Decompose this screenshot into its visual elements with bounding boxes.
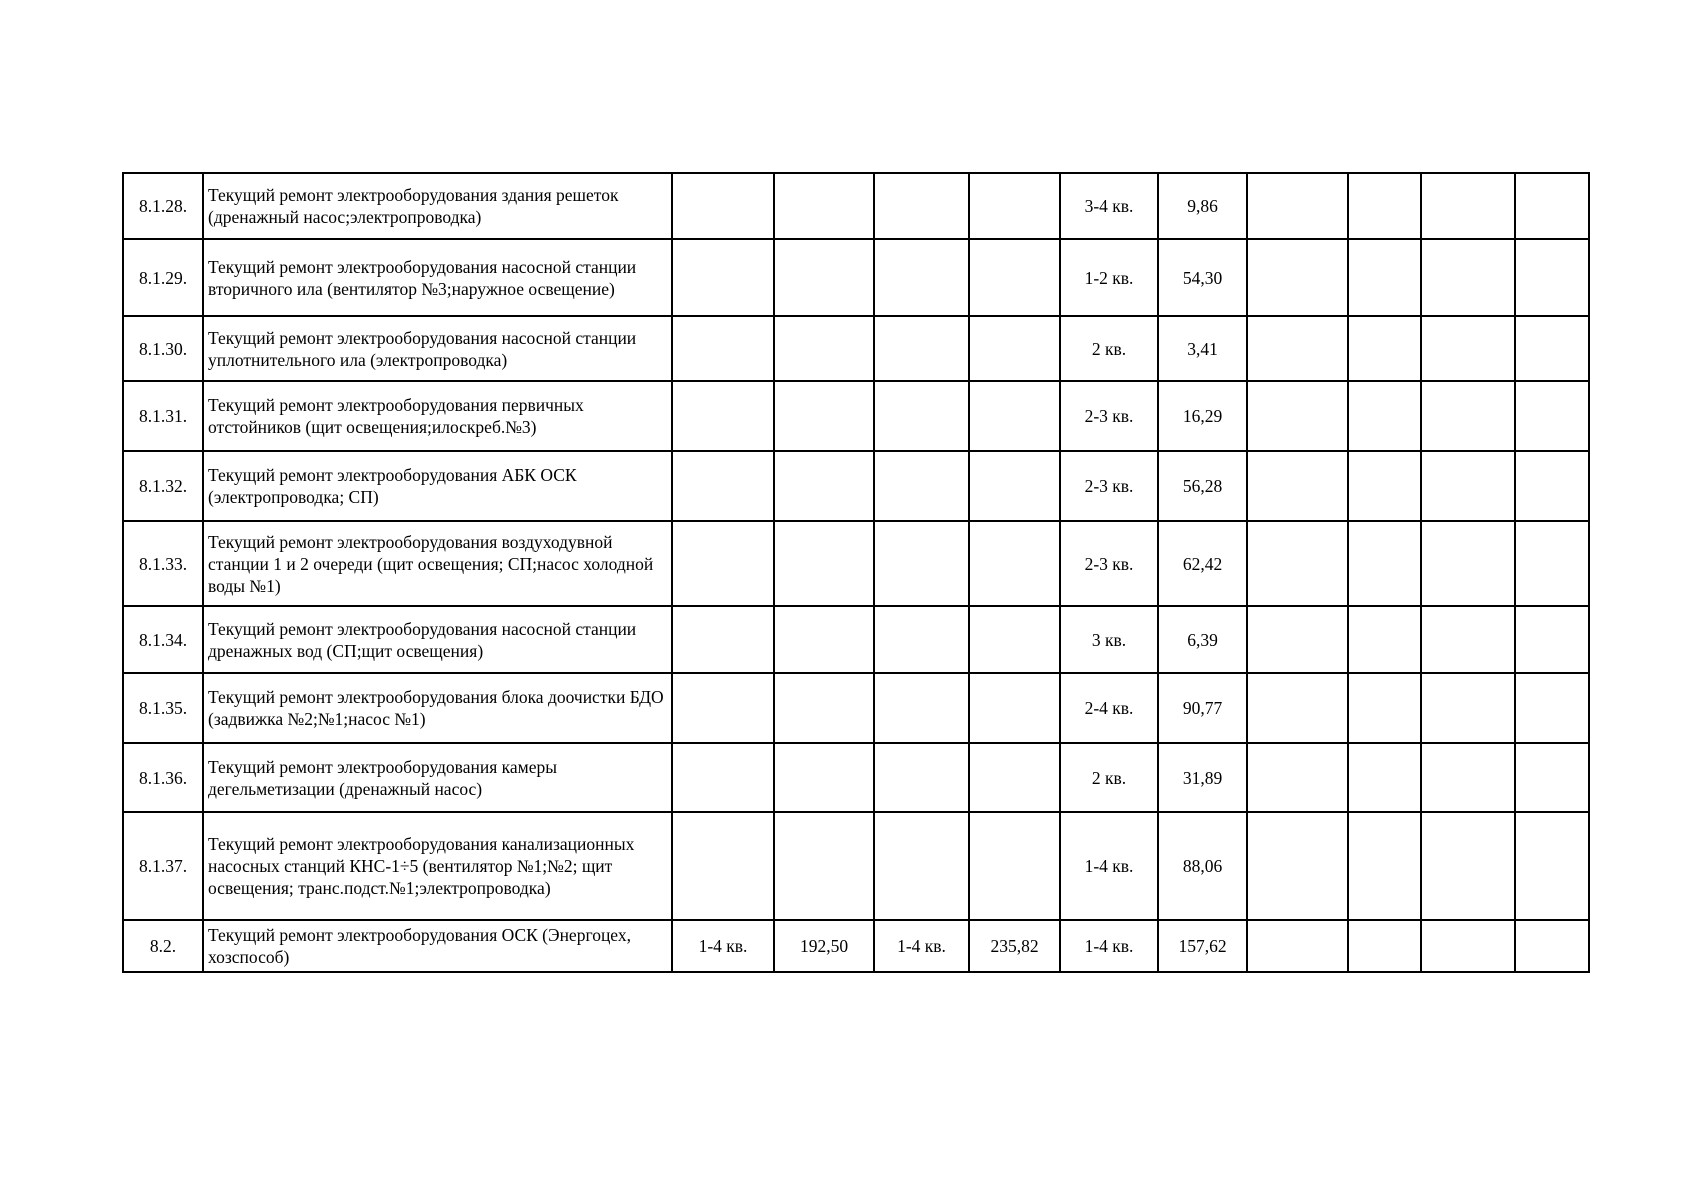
empty-cell-4 [1515, 743, 1589, 812]
empty-cell-3 [1421, 743, 1515, 812]
row-number: 8.1.33. [123, 521, 203, 606]
period-1-cell [672, 451, 774, 521]
amount-2-cell [969, 451, 1060, 521]
empty-cell-2 [1348, 743, 1421, 812]
empty-cell-3 [1421, 521, 1515, 606]
amount-1-cell [774, 316, 874, 381]
period-1-cell: 1-4 кв. [672, 920, 774, 972]
amount-3-cell: 31,89 [1158, 743, 1247, 812]
empty-cell-2 [1348, 381, 1421, 451]
amount-1-cell: 192,50 [774, 920, 874, 972]
work-description: Текущий ремонт электрооборудования насосной станции вторичного ила (вентилятор №3;наружное освещение) [203, 239, 672, 316]
empty-cell-2 [1348, 606, 1421, 673]
empty-cell-4 [1515, 381, 1589, 451]
amount-3-cell: 56,28 [1158, 451, 1247, 521]
empty-cell-3 [1421, 673, 1515, 743]
period-1-cell [672, 381, 774, 451]
amount-2-cell: 235,82 [969, 920, 1060, 972]
period-2-cell [874, 173, 969, 239]
period-2-cell: 1-4 кв. [874, 920, 969, 972]
empty-cell-4 [1515, 920, 1589, 972]
row-number: 8.1.36. [123, 743, 203, 812]
table-row [123, 451, 1589, 521]
period-2-cell [874, 316, 969, 381]
period-3-cell: 1-4 кв. [1060, 920, 1158, 972]
amount-3-cell: 3,41 [1158, 316, 1247, 381]
amount-2-cell [969, 673, 1060, 743]
empty-cell-1 [1247, 920, 1348, 972]
amount-3-cell: 54,30 [1158, 239, 1247, 316]
empty-cell-3 [1421, 451, 1515, 521]
row-number: 8.1.28. [123, 173, 203, 239]
period-2-cell [874, 381, 969, 451]
amount-1-cell [774, 173, 874, 239]
amount-2-cell [969, 606, 1060, 673]
period-1-cell [672, 673, 774, 743]
amount-2-cell [969, 812, 1060, 920]
period-3-cell: 2-3 кв. [1060, 381, 1158, 451]
empty-cell-2 [1348, 451, 1421, 521]
amount-3-cell: 62,42 [1158, 521, 1247, 606]
table-row [123, 673, 1589, 743]
empty-cell-1 [1247, 316, 1348, 381]
work-description: Текущий ремонт электрооборудования насосной станции дренажных вод (СП;щит освещения) [203, 606, 672, 673]
period-1-cell [672, 743, 774, 812]
empty-cell-4 [1515, 606, 1589, 673]
period-2-cell [874, 673, 969, 743]
empty-cell-1 [1247, 381, 1348, 451]
empty-cell-3 [1421, 920, 1515, 972]
amount-1-cell [774, 812, 874, 920]
empty-cell-1 [1247, 606, 1348, 673]
empty-cell-1 [1247, 173, 1348, 239]
amount-2-cell [969, 173, 1060, 239]
table-row [123, 381, 1589, 451]
empty-cell-3 [1421, 812, 1515, 920]
period-3-cell: 2 кв. [1060, 316, 1158, 381]
table-row [123, 173, 1589, 239]
empty-cell-4 [1515, 673, 1589, 743]
table-row [123, 743, 1589, 812]
amount-3-cell: 6,39 [1158, 606, 1247, 673]
work-description: Текущий ремонт электрооборудования блока доочистки БДО (задвижка №2;№1;насос №1) [203, 673, 672, 743]
work-description: Текущий ремонт электрооборудования насосной станции уплотнительного ила (электропроводка) [203, 316, 672, 381]
empty-cell-4 [1515, 812, 1589, 920]
empty-cell-1 [1247, 451, 1348, 521]
row-number: 8.1.37. [123, 812, 203, 920]
amount-2-cell [969, 743, 1060, 812]
row-number: 8.1.35. [123, 673, 203, 743]
empty-cell-2 [1348, 920, 1421, 972]
period-1-cell [672, 521, 774, 606]
amount-2-cell [969, 381, 1060, 451]
empty-cell-2 [1348, 673, 1421, 743]
period-3-cell: 2 кв. [1060, 743, 1158, 812]
amount-3-cell: 90,77 [1158, 673, 1247, 743]
work-description: Текущий ремонт электрооборудования первичных отстойников (щит освещения;илоскреб.№3) [203, 381, 672, 451]
empty-cell-1 [1247, 239, 1348, 316]
work-description: Текущий ремонт электрооборудования ОСК (Энергоцех, хозспособ) [203, 920, 672, 972]
period-2-cell [874, 812, 969, 920]
amount-1-cell [774, 606, 874, 673]
empty-cell-1 [1247, 521, 1348, 606]
empty-cell-2 [1348, 173, 1421, 239]
row-number: 8.1.32. [123, 451, 203, 521]
amount-2-cell [969, 316, 1060, 381]
amount-2-cell [969, 239, 1060, 316]
period-3-cell: 2-3 кв. [1060, 521, 1158, 606]
empty-cell-4 [1515, 173, 1589, 239]
table-row [123, 812, 1589, 920]
empty-cell-3 [1421, 173, 1515, 239]
period-3-cell: 1-4 кв. [1060, 812, 1158, 920]
period-3-cell: 3 кв. [1060, 606, 1158, 673]
period-3-cell: 2-4 кв. [1060, 673, 1158, 743]
row-number: 8.1.31. [123, 381, 203, 451]
period-2-cell [874, 451, 969, 521]
amount-2-cell [969, 521, 1060, 606]
amount-3-cell: 88,06 [1158, 812, 1247, 920]
empty-cell-3 [1421, 381, 1515, 451]
period-1-cell [672, 173, 774, 239]
amount-1-cell [774, 743, 874, 812]
empty-cell-4 [1515, 239, 1589, 316]
period-1-cell [672, 316, 774, 381]
amount-1-cell [774, 451, 874, 521]
row-number: 8.1.30. [123, 316, 203, 381]
period-3-cell: 2-3 кв. [1060, 451, 1158, 521]
repair-schedule-table [122, 172, 1590, 973]
empty-cell-3 [1421, 239, 1515, 316]
period-2-cell [874, 521, 969, 606]
work-description: Текущий ремонт электрооборудования АБК ОСК (электропроводка; СП) [203, 451, 672, 521]
row-number: 8.2. [123, 920, 203, 972]
empty-cell-2 [1348, 239, 1421, 316]
period-2-cell [874, 606, 969, 673]
row-number: 8.1.29. [123, 239, 203, 316]
table-row [123, 920, 1589, 972]
period-2-cell [874, 743, 969, 812]
table-row [123, 521, 1589, 606]
work-description: Текущий ремонт электрооборудования канализационных насосных станций КНС-1÷5 (вентилятор №1;№2; щит освещения; транс.подст.№1;электропроводка) [203, 812, 672, 920]
period-1-cell [672, 606, 774, 673]
table-row [123, 606, 1589, 673]
period-1-cell [672, 812, 774, 920]
empty-cell-1 [1247, 743, 1348, 812]
table-row [123, 239, 1589, 316]
amount-1-cell [774, 381, 874, 451]
amount-3-cell: 9,86 [1158, 173, 1247, 239]
period-1-cell [672, 239, 774, 316]
empty-cell-1 [1247, 812, 1348, 920]
amount-1-cell [774, 521, 874, 606]
period-3-cell: 3-4 кв. [1060, 173, 1158, 239]
empty-cell-4 [1515, 316, 1589, 381]
amount-1-cell [774, 239, 874, 316]
row-number: 8.1.34. [123, 606, 203, 673]
work-description: Текущий ремонт электрооборудования камеры дегельметизации (дренажный насос) [203, 743, 672, 812]
empty-cell-4 [1515, 451, 1589, 521]
empty-cell-4 [1515, 521, 1589, 606]
work-description: Текущий ремонт электрооборудования здания решеток (дренажный насос;электропроводка) [203, 173, 672, 239]
period-2-cell [874, 239, 969, 316]
empty-cell-3 [1421, 316, 1515, 381]
table-row [123, 316, 1589, 381]
period-3-cell: 1-2 кв. [1060, 239, 1158, 316]
empty-cell-1 [1247, 673, 1348, 743]
amount-3-cell: 16,29 [1158, 381, 1247, 451]
work-description: Текущий ремонт электрооборудования воздуходувной станции 1 и 2 очереди (щит освещения; СП;насос холодной воды №1) [203, 521, 672, 606]
empty-cell-2 [1348, 316, 1421, 381]
amount-1-cell [774, 673, 874, 743]
empty-cell-2 [1348, 812, 1421, 920]
amount-3-cell: 157,62 [1158, 920, 1247, 972]
empty-cell-3 [1421, 606, 1515, 673]
empty-cell-2 [1348, 521, 1421, 606]
